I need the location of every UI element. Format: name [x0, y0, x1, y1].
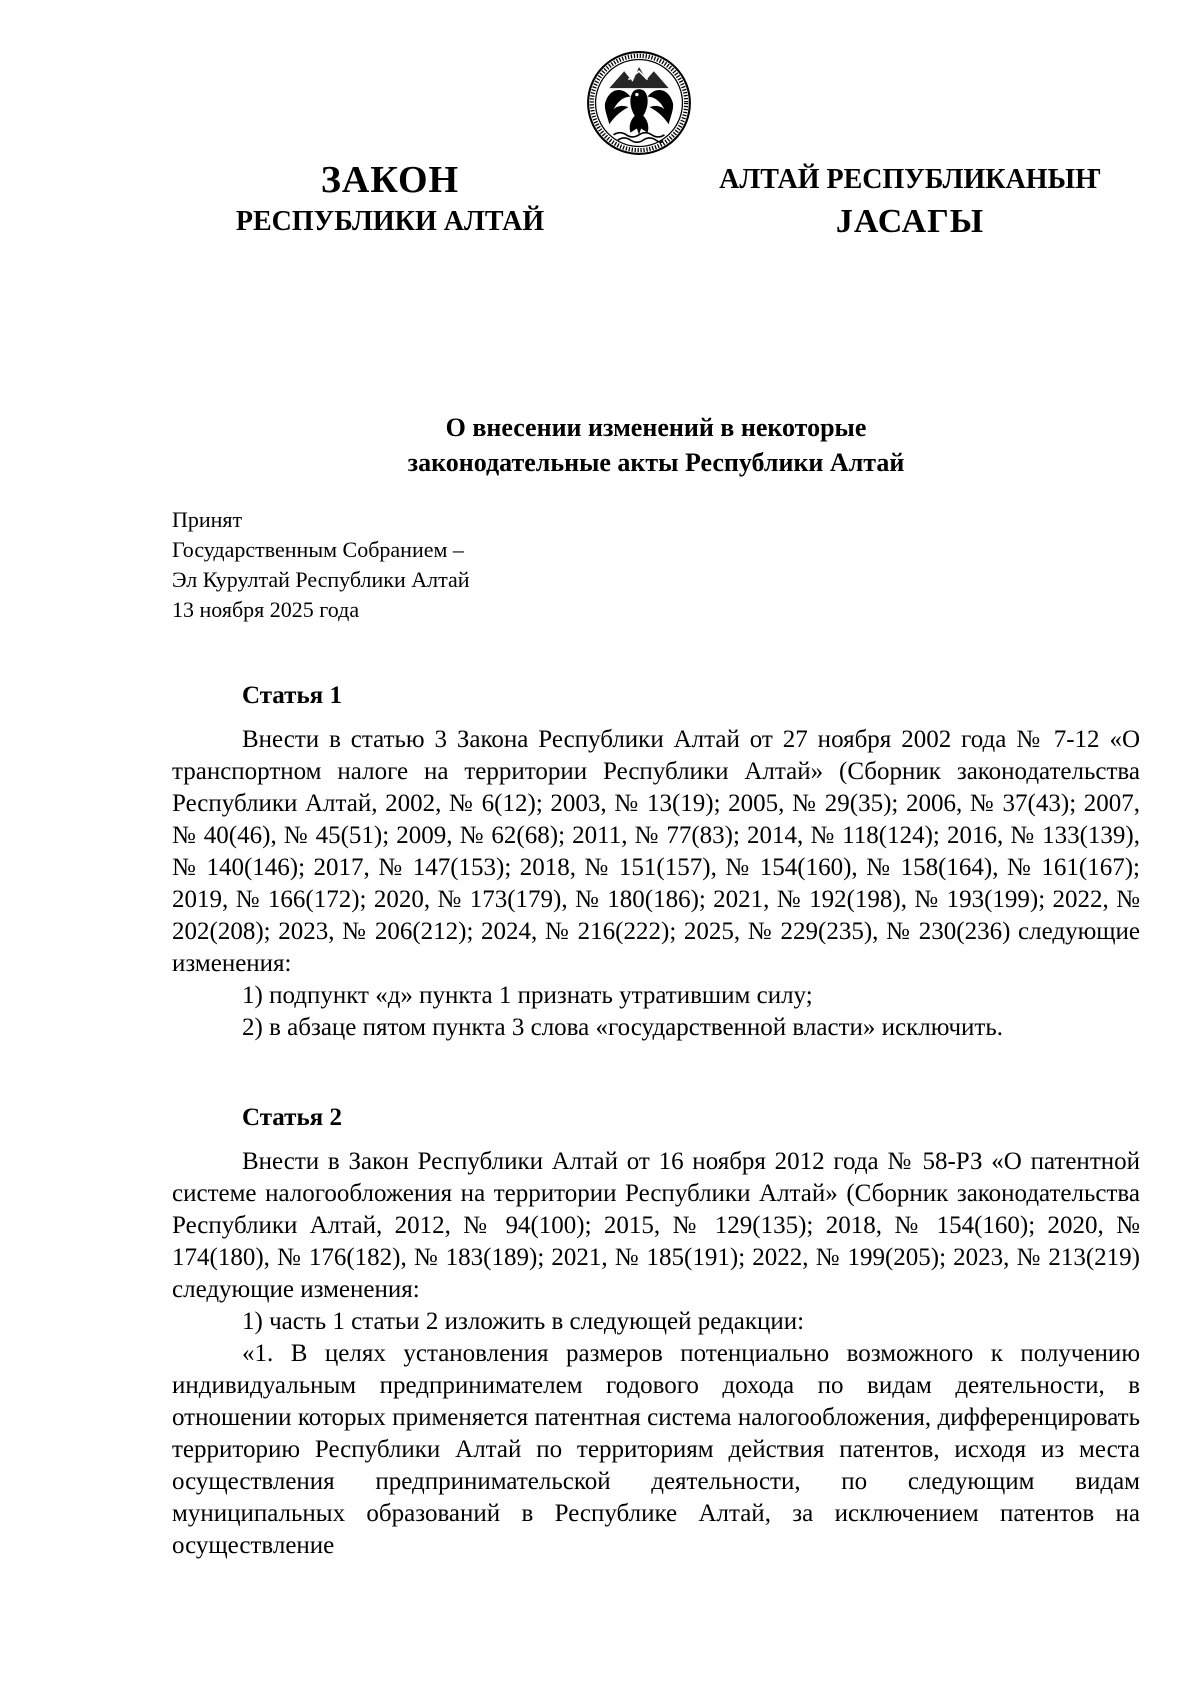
- article-2-item-1: 1) часть 1 статьи 2 изложить в следующей редакции:: [242, 1308, 805, 1335]
- article-2-intro: Внести в Закон Республики Алтай от 16 ноября 2012 года № 58-РЗ «О патентной системе налогообложения на территории Республики Алтай» (Сборник законодательства Республики Алтай, 2012, № 94(100); 2015, № 129(135); 2018, № 154(160); 2020, № 174(180), № 176(182), № 183(189); 2021, № 185(191); 2022, № 199(205); 2023, № 213(219) следующие изменения:: [172, 1148, 1140, 1303]
- document-title: [172, 410, 1140, 480]
- adoption-line-3: Эл Курултай Республики Алтай: [172, 567, 470, 592]
- adoption-date: 13 ноября 2025 года: [172, 597, 360, 622]
- article-2-heading: Статья 2: [242, 1104, 342, 1131]
- header-altai-republic-name: АЛТАЙ РЕСПУБЛИКАНЫҤ: [719, 164, 1101, 195]
- adoption-line-1: Принят: [172, 507, 243, 532]
- header-russian: [200, 158, 580, 242]
- article-1-intro: Внести в статью 3 Закона Республики Алтай от 27 ноября 2002 года № 7-12 «О транспортном налоге на территории Республики Алтай» (Сборник законодательства Республики Алтай, 2002, № 6(12); 2003, № 13(19); 2005, № 29(35); 2006, № 37(43); 2007, № 40(46), № 45(51); 2009, № 62(68); 2011, № 77(83); 2014, № 118(124); 2016, № 133(139), № 140(146); 2017, № 147(153); 2018, № 151(157), № 154(160), № 158(164), № 161(167); 2019, № 166(172); 2020, № 173(179), № 180(186); 2021, № 192(198), № 193(199); 2022, № 202(208); 2023, № 206(212); 2024, № 216(222); 2025, № 229(235), № 230(236) следующие изменения:: [172, 726, 1140, 977]
- coat-of-arms-emblem: [586, 50, 692, 156]
- header-altai: [700, 158, 1120, 242]
- article-1-heading: Статья 1: [242, 682, 342, 709]
- article-2: [172, 1102, 1140, 1562]
- title-line-1: О внесении изменений в некоторые: [445, 413, 867, 442]
- article-1-item-2: 2) в абзаце пятом пункта 3 слова «государственной власти» исключить.: [242, 1014, 1003, 1041]
- article-1: [172, 680, 1140, 1044]
- article-2-quote: «1. В целях установления размеров потенциально возможного к получению индивидуальным предпринимателем годового дохода по видам деятельности, в отношении которых применяется патентная система налогообложения, дифференцировать территорию Республики Алтай по территориям действия патентов, исходя из места осуществления предпринимательской деятельности, по следующим видам муниципальных образований в Республике Алтай, за исключением патентов на осуществление: [172, 1340, 1140, 1559]
- article-1-item-1: 1) подпункт «д» пункта 1 признать утратившим силу;: [242, 982, 813, 1009]
- adoption-line-2: Государственным Собранием –: [172, 537, 464, 562]
- adoption-block: [172, 505, 470, 625]
- title-line-2: законодательные акты Республики Алтай: [407, 448, 905, 477]
- header-law-word: ЗАКОН: [320, 159, 460, 201]
- header-altai-law-word: ЈАСАГЫ: [835, 203, 985, 240]
- header-republic-name: РЕСПУБЛИКИ АЛТАЙ: [235, 206, 545, 237]
